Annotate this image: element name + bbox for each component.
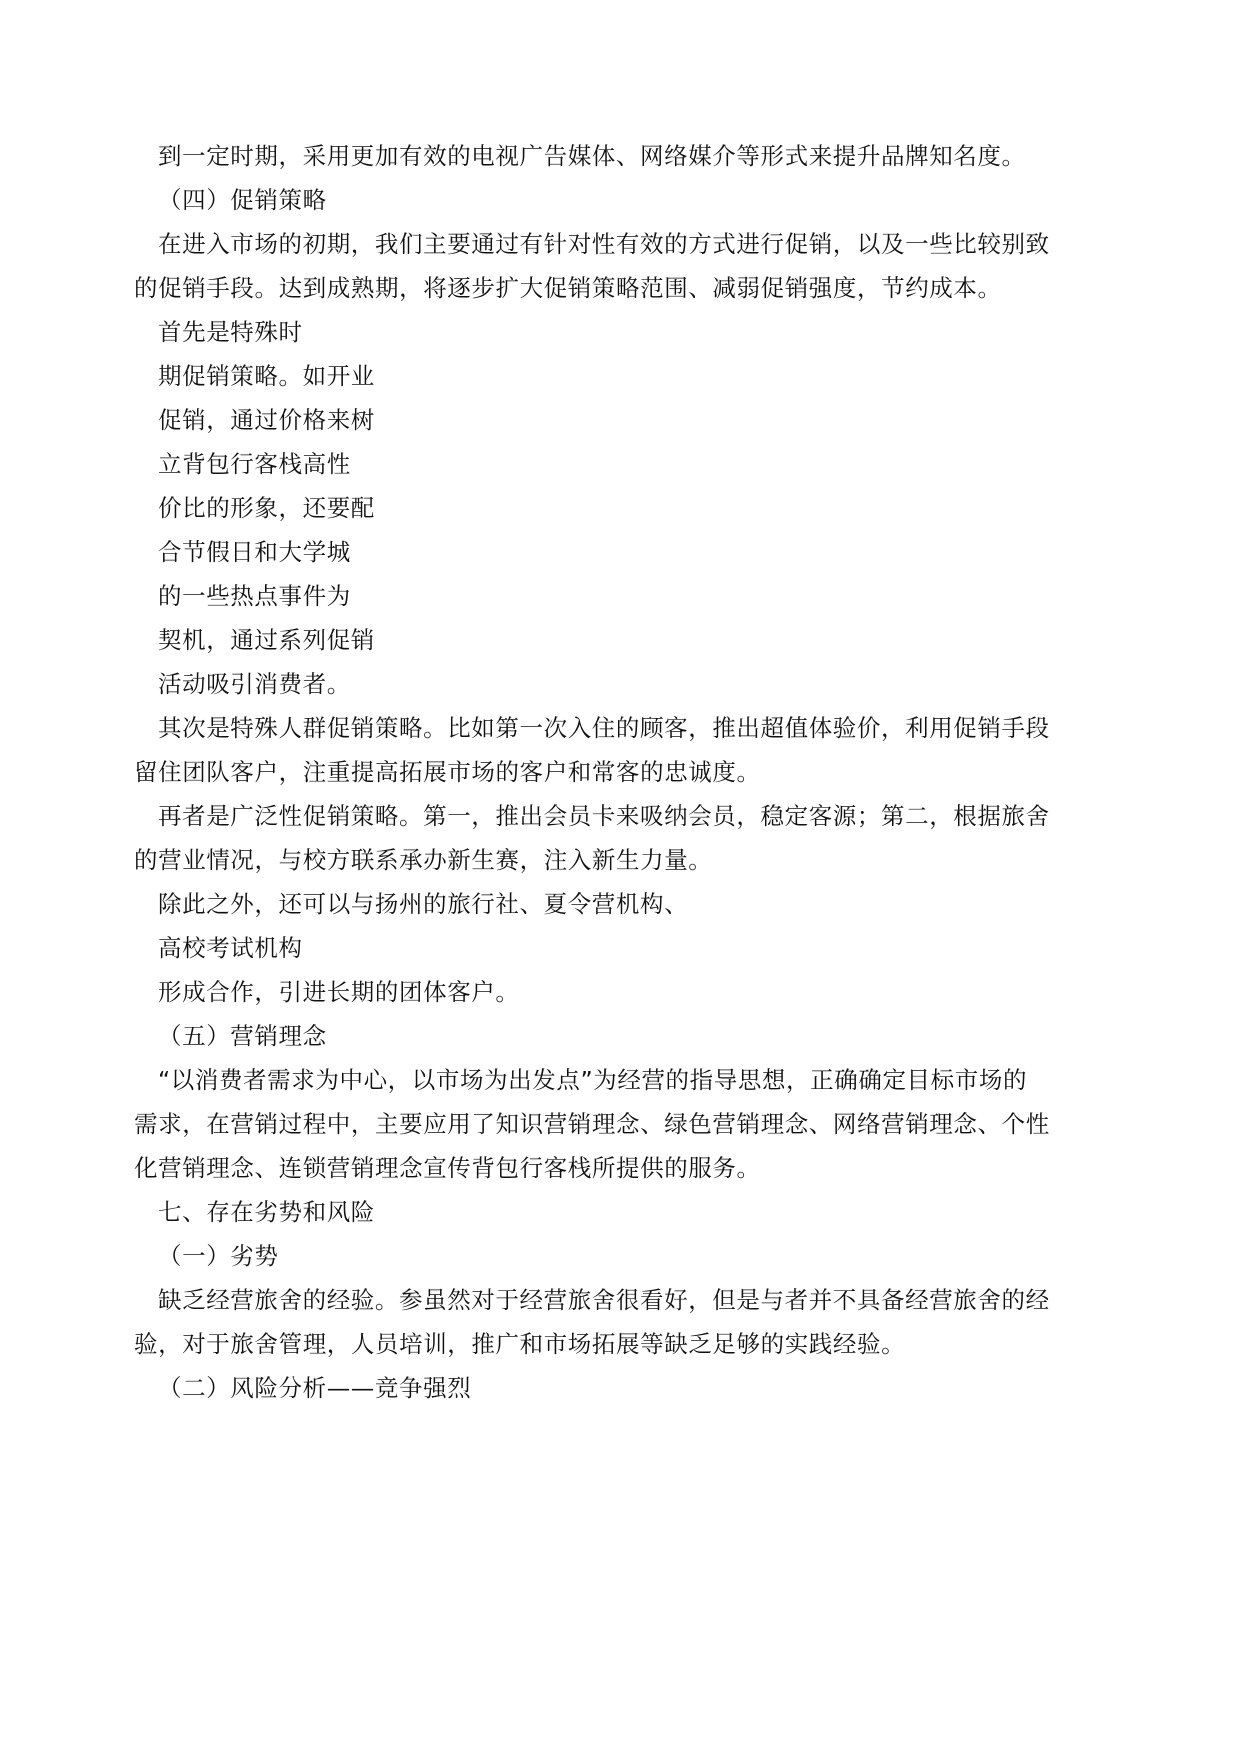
text-line: 期促销策略。如开业 (158, 362, 375, 390)
text-line: 其次是特殊人群促销策略。比如第一次入住的顾客，推出超值体验价，利用促销手段 (158, 714, 1050, 742)
text-line: 缺乏经营旅舍的经验。参虽然对于经营旅舍很看好，但是与者并不具备经营旅舍的经 (158, 1286, 1050, 1314)
text-line: 活动吸引消费者。 (158, 670, 351, 698)
section-heading: （四）促销策略 (158, 186, 327, 214)
text-line: 验，对于旅舍管理，人员培训，推广和市场拓展等缺乏足够的实践经验。 (134, 1330, 906, 1358)
section-heading: （二）风险分析——竞争强烈 (158, 1374, 472, 1402)
text-line: 首先是特殊时 (158, 318, 303, 346)
text-line: 的营业情况，与校方联系承办新生赛，注入新生力量。 (134, 846, 713, 874)
text-line: 在进入市场的初期，我们主要通过有针对性有效的方式进行促销，以及一些比较别致 (158, 230, 1050, 258)
chapter-heading: 七、存在劣势和风险 (158, 1198, 375, 1226)
text-line: 化营销理念、连锁营销理念宣传背包行客栈所提供的服务。 (134, 1154, 761, 1182)
text-line: 到一定时期，采用更加有效的电视广告媒体、网络媒介等形式来提升品牌知名度。 (158, 142, 1026, 170)
text-line: 促销，通过价格来树 (158, 406, 375, 434)
text-line: 高校考试机构 (158, 934, 303, 962)
text-line: 形成合作，引进长期的团体客户。 (158, 978, 520, 1006)
text-line: 再者是广泛性促销策略。第一，推出会员卡来吸纳会员，稳定客源；第二，根据旅舍 (158, 802, 1050, 830)
text-line: 立背包行客栈高性 (158, 450, 351, 478)
text-line: 的促销手段。达到成熟期，将逐步扩大促销策略范围、减弱促销强度，节约成本。 (134, 274, 1002, 302)
text-line: 除此之外，还可以与扬州的旅行社、夏令营机构、 (158, 890, 689, 918)
text-line: 需求，在营销过程中，主要应用了知识营销理念、绿色营销理念、网络营销理念、个性 (134, 1110, 1050, 1138)
text-line: 价比的形象，还要配 (158, 494, 375, 522)
text-line: 合节假日和大学城 (158, 538, 351, 566)
section-heading: （五）营销理念 (158, 1022, 327, 1050)
text-line: 契机，通过系列促销 (158, 626, 375, 654)
text-line: 的一些热点事件为 (158, 582, 351, 610)
text-line: 留住团队客户，注重提高拓展市场的客户和常客的忠诚度。 (134, 758, 761, 786)
section-heading: （一）劣势 (158, 1242, 279, 1270)
text-line: “以消费者需求为中心，以市场为出发点”为经营的指导思想，正确确定目标市场的 (158, 1066, 1028, 1094)
